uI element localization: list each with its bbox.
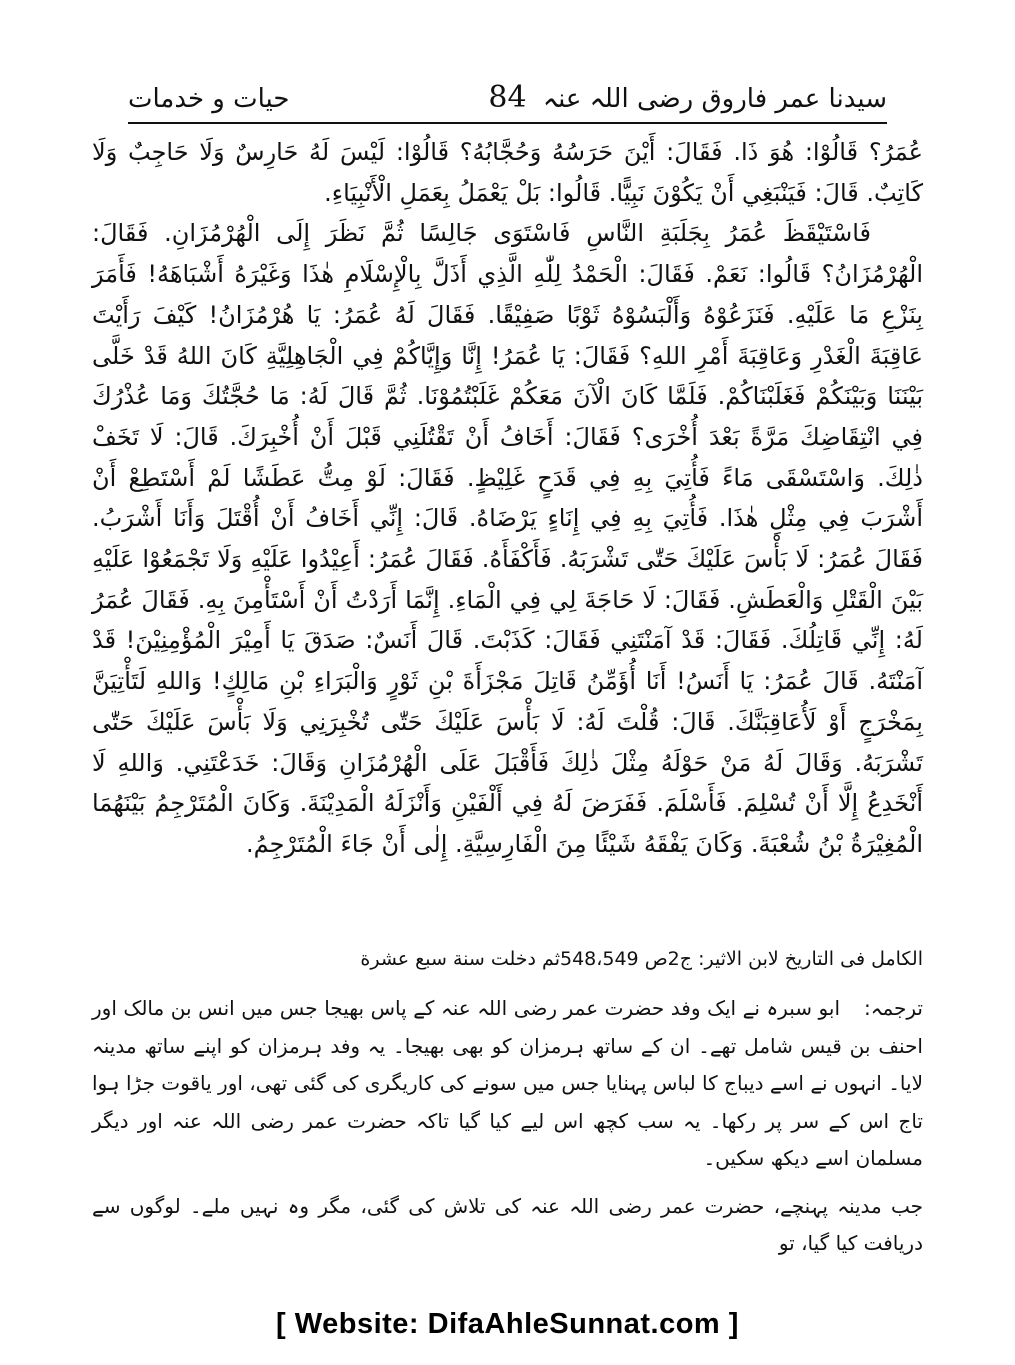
arabic-paragraph-1: عُمَرُ؟ قَالُوْا: هُوَ ذَا. فَقَالَ: أَيْنَ حَرَسُهُ وَحُجَّابُهُ؟ قَالُوْا: لَيْسَ لَهُ حَارِسٌ وَلَا حَاجِبٌ وَلَا كَاتِبٌ. قَالَ: فَيَنْبَغِي أَنْ يَكُوْنَ نَبِيًّا. قَالُوا: بَلْ يَعْمَلُ بِعَمَلِ الْأَنْبِيَاءِ.	[92, 138, 923, 207]
translation-label: ترجمہ:	[864, 996, 923, 1020]
page-number: 84	[488, 80, 527, 115]
translation-paragraph-1	[92, 990, 923, 1178]
section-title: حیات و خدمات	[128, 84, 290, 114]
source-reference: الکامل فی التاریخ لابن الاثیر: ج2ص 548،549ثم دخلت سنة سبع عشرة	[360, 948, 923, 970]
website-footer: [ Website: DifaAhleSunnat.com ]	[276, 1308, 739, 1340]
arabic-paragraph-2: فَاسْتَيْقَظَ عُمَرُ بِجَلَبَةِ النَّاسِ فَاسْتَوَى جَالِسًا ثُمَّ نَظَرَ إِلَى الْهُرْمُزَانِ. فَقَالَ: الْهُرْمُزَانُ؟ قَالُوا: نَعَمْ. فَقَالَ: الْحَمْدُ لِلّٰهِ الَّذِي أَذَلَّ بِالْإِسْلَامِ هٰذَا وَغَيْرَهُ أَشْبَاهَهُ! فَأَمَرَ بِنَزْعِ مَا عَلَيْهِ. فَنَزَعُوْهُ وَأَلْبَسُوْهُ ثَوْبًا صَفِيْقًا. فَقَالَ لَهُ عُمَرُ: يَا هُرْمُزَانُ! كَيْفَ رَأَيْتَ عَاقِبَةَ الْغَدْرِ وَعَاقِبَةَ أَمْرِ اللهِ؟ فَقَالَ: يَا عُمَرُ! إِنَّا وَإِيَّاكُمْ فِي الْجَاهِلِيَّةِ كَانَ اللهُ قَدْ خَلَّى بَيْنَنَا وَبَيْنَكُمْ فَغَلَبْنَاكُمْ. فَلَمَّا كَانَ الْآنَ مَعَكُمْ غَلَبْتُمُوْنَا. ثُمَّ قَالَ لَهُ: مَا حُجَّتُكَ وَمَا عُذْرُكَ فِي انْتِقَاضِكَ مَرَّةً بَعْدَ أُخْرَى؟ فَقَالَ: أَخَافُ أَنْ تَقْتُلَنِي قَبْلَ أَنْ أُخْبِرَكَ. قَالَ: لَا تَخَفْ ذٰلِكَ. وَاسْتَسْقَى مَاءً فَأُتِيَ بِهِ فِي قَدَحٍ غَلِيْظٍ. فَقَالَ: لَوْ مِتُّ عَطَشًا لَمْ أَسْتَطِعْ أَنْ أَشْرَبَ فِي مِثْلِ هٰذَا. فَأُتِيَ بِهِ فِي إِنَاءٍ يَرْضَاهُ. قَالَ: إِنِّي أَخَافُ أَنْ أُقْتَلَ وَأَنَا أَشْرَبُ. فَقَالَ عُمَرُ: لَا بَأْسَ عَلَيْكَ حَتّٰى تَشْرَبَهُ. فَأَكْفَأَهُ. فَقَالَ عُمَرُ: أَعِيْدُوا عَلَيْهِ وَلَا تَجْمَعُوْا عَلَيْهِ بَيْنَ الْقَتْلِ وَالْعَطَشِ. فَقَالَ: لَا حَاجَةَ لِي فِي الْمَاءِ. إِنَّمَا أَرَدْتُ أَنْ أَسْتَأْمِنَ بِهِ. فَقَالَ عُمَرُ لَهُ: إِنِّي قَاتِلُكَ. فَقَالَ: قَدْ آمَنْتَنِي فَقَالَ: كَذَبْتَ. قَالَ أَنَسٌ: صَدَقَ يَا أَمِيْرَ الْمُؤْمِنِيْنَ! قَدْ آمَنْتَهُ. قَالَ عُمَرُ: يَا أَنَسُ! أَنَا أُؤَمِّنُ قَاتِلَ مَجْزَأَةَ بْنِ ثَوْرٍ وَالْبَرَاءِ بْنِ مَالِكٍ! وَاللهِ لَتَأْتِيَنَّ بِمَخْرَجٍ أَوْ لَأُعَاقِبَنَّكَ. قَالَ: قُلْتَ لَهُ: لَا بَأْسَ عَلَيْكَ حَتّٰى تُخْبِرَنِي وَلَا بَأْسَ عَلَيْكَ حَتّٰى تَشْرَبَهُ. وَقَالَ لَهُ مَنْ حَوْلَهُ مِثْلَ ذٰلِكَ فَأَقْبَلَ عَلَى الْهُرْمُزَانِ وَقَالَ: خَدَعْتَنِي. وَاللهِ لَا أَنْخَدِعُ إِلَّا أَنْ تُسْلِمَ. فَأَسْلَمَ. فَفَرَضَ لَهُ فِي أَلْفَيْنِ وَأَنْزَلَهُ الْمَدِيْنَةَ. وَكَانَ الْمُتَرْجِمُ بَيْنَهُمَا الْمُغِيْرَةُ بْنُ شُعْبَةَ. وَكَانَ يَفْقَهُ شَيْئًا مِنَ الْفَارِسِيَّةِ. إِلٰى أَنْ جَاءَ الْمُتَرْجِمُ.	[92, 219, 923, 858]
translation-paragraph-2: جب مدینہ پہنچے، حضرت عمر رضی اللہ عنہ کی تلاش کی گئی، مگر وہ نہیں ملے۔ لوگوں سے دریافت کیا گیا، تو	[92, 1193, 923, 1255]
header-divider	[128, 122, 887, 124]
book-title: سیدنا عمر فاروق رضی اللہ عنہ	[542, 84, 887, 114]
urdu-translation-block	[92, 990, 923, 1263]
page-header	[128, 80, 887, 120]
arabic-text-block	[92, 132, 923, 865]
translation-text-1: ابو سبرہ نے ایک وفد حضرت عمر رضی اللہ عنہ کے پاس بھیجا جس میں انس بن مالک اور احنف بن قیس شامل تھے۔ ان کے ساتھ ہرمزان کو بھی بھیجا۔ یہ وفد ہرمزان کو اپنے ساتھ مدینہ لایا۔ انہوں نے اسے دیباج کا لباس پہنایا جس میں سونے کی کاریگری کی گئی تھی، اور یاقوت جڑا ہوا تاج اس کے سر پر رکھا۔ یہ سب کچھ اس لیے کیا گیا تاکہ حضرت عمر رضی اللہ عنہ اور دیگر مسلمان اسے دیکھ سکیں۔	[92, 996, 923, 1170]
